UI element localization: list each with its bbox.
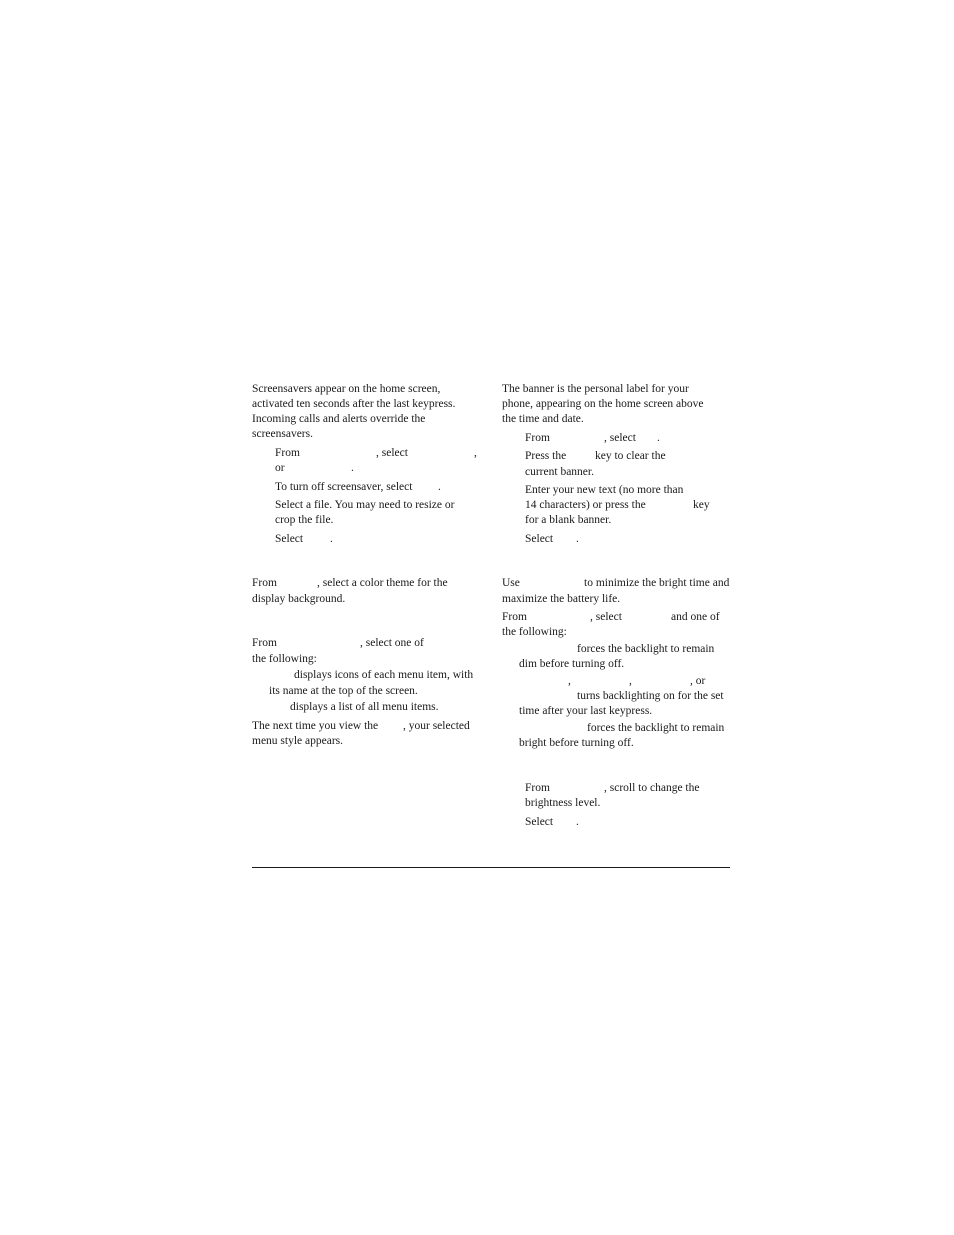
option-text: dim before turning off. [519,658,625,670]
text-line: From [252,577,277,589]
text-line: , select [590,611,622,623]
option-text: displays icons of each menu item, with [294,669,474,681]
text-line: , your selected [403,720,470,732]
text-line: Screensavers appear on the home screen, [252,383,441,395]
option-text: forces the backlight to remain [577,643,715,655]
text-line: and one of [671,611,720,623]
text-line: activated ten seconds after the last keypress. [252,398,456,410]
step-text: key [693,499,710,511]
step-text: for a blank banner. [525,514,612,526]
step-text: brightness level. [525,797,601,809]
text-line: The banner is the personal label for your [502,383,689,395]
text-line: , select a color theme for the [317,577,448,589]
step-text: From [525,432,550,444]
text-line: From [502,611,527,623]
step-text: Press the [525,450,567,462]
text-line: the following: [502,626,567,638]
text-line: menu style appears. [252,735,344,747]
step-text: From [275,447,300,459]
step-text: 14 characters) or press the [525,499,646,511]
text-line: Use [502,577,520,589]
step-text: Select [525,816,554,828]
option-text: turns backlighting on for the set [577,690,724,702]
option-text: forces the backlight to remain [587,722,725,734]
option-text: , [629,675,632,687]
step-text: . [438,481,441,493]
text-line: From [252,637,277,649]
step-text: Select [525,533,554,545]
text-line: to minimize the bright time and [584,577,730,589]
step-text: or [275,462,285,474]
step-text: . [330,533,333,545]
option-text: , [568,675,571,687]
option-text: , or [690,675,706,687]
step-text: , scroll to change the [604,782,700,794]
text-line: display background. [252,593,346,605]
text-line: maximize the battery life. [502,593,621,605]
text-line: , select one of [360,637,424,649]
step-text: To turn off screensaver, select [275,481,413,493]
text-line: the following: [252,653,317,665]
text-line: phone, appearing on the home screen above [502,398,704,410]
step-text: From [525,782,550,794]
step-text: . [576,816,579,828]
step-text: crop the file. [275,514,334,526]
text-line: screensavers. [252,428,313,440]
option-text: bright before turning off. [519,737,634,749]
footer-rule [252,867,730,868]
step-text: , [474,447,477,459]
step-text: Select [275,533,304,545]
step-text: Select a file. You may need to resize or [275,499,455,511]
step-text: . [351,462,354,474]
step-text: . [576,533,579,545]
step-text: . [657,432,660,444]
step-text: Enter your new text (no more than [525,484,684,496]
text-line: the time and date. [502,413,584,425]
step-text: , select [376,447,408,459]
step-text: current banner. [525,466,594,478]
step-text: key to clear the [595,450,666,462]
option-text: time after your last keypress. [519,705,653,717]
text-line: Incoming calls and alerts override the [252,413,426,425]
option-text: its name at the top of the screen. [269,685,418,697]
step-text: , select [604,432,636,444]
text-line: The next time you view the [252,720,379,732]
option-text: displays a list of all menu items. [290,701,439,713]
